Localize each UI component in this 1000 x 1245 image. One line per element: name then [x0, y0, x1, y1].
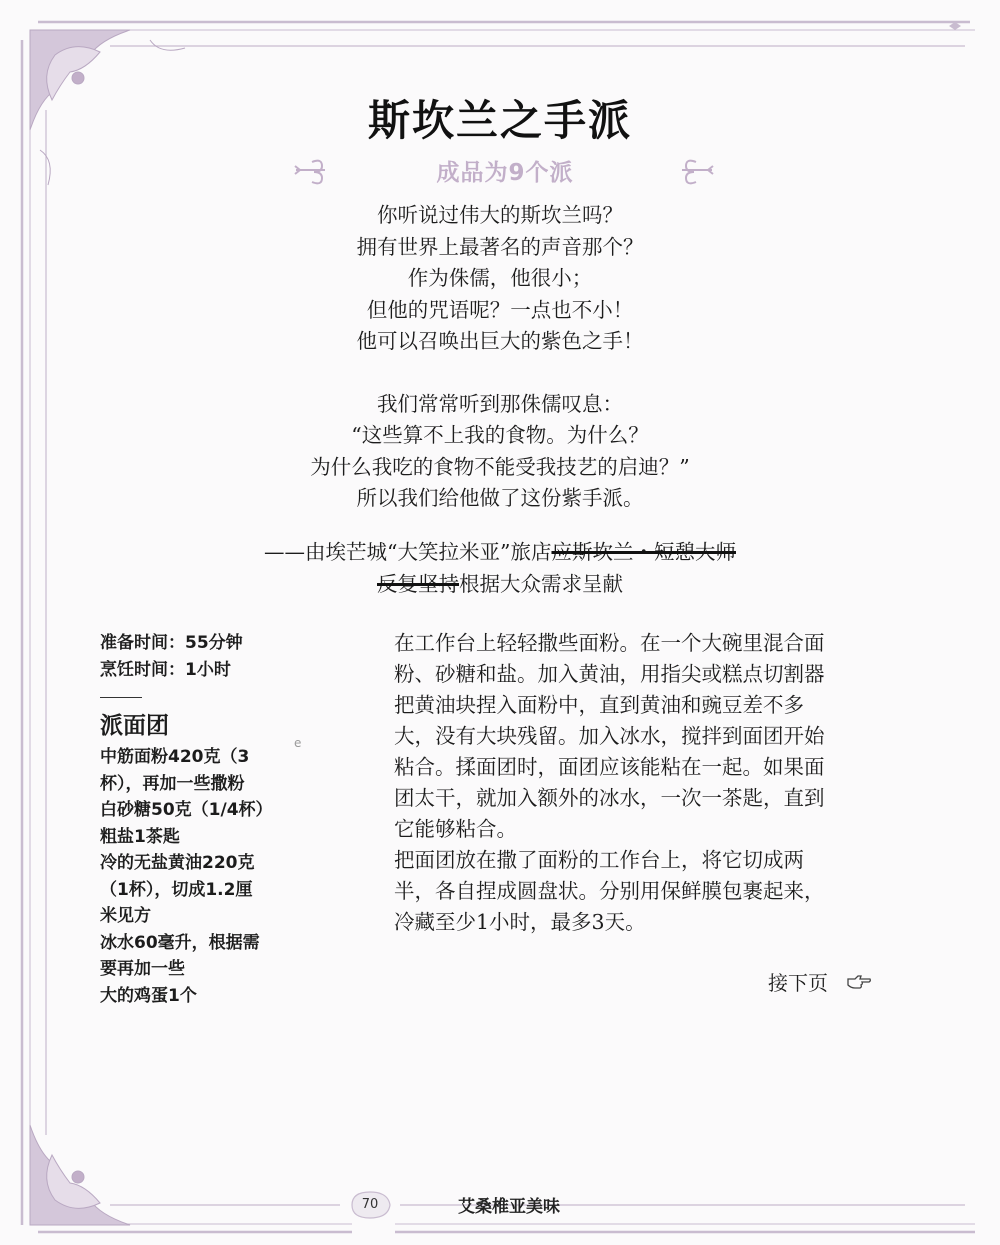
ingredient-line: 杯），再加一些撒粉 [100, 773, 245, 794]
instruction-line: 团太干，就加入额外的冰水，一次一茶匙，直到 [394, 786, 825, 810]
instruction-line: 它能够粘合。 [394, 817, 517, 841]
credit [0, 536, 1000, 600]
ingredient-line: 大的鸡蛋1个 [100, 985, 197, 1006]
poem-line: 为什么我吃的食物不能受我技艺的启迪？” [310, 454, 690, 479]
poem-line: 所以我们给他做了这份紫手派。 [356, 486, 644, 510]
credit-prefix: ——由埃芒城“大笑拉米亚”旅店 [264, 540, 552, 564]
next-page-link[interactable] [768, 967, 872, 996]
ingredient-line: 粗盐1茶匙 [100, 826, 180, 847]
instruction-line: 把面团放在撒了面粉的工作台上，将它切成两 [394, 848, 804, 872]
ingredient-line: 冰水60毫升，根据需 [100, 932, 260, 953]
poem [0, 200, 1000, 546]
ingredient-line: 冷的无盐黄油220克 [100, 853, 255, 873]
divider [100, 697, 142, 698]
ingredients-column [100, 630, 315, 1009]
poem-line: 他可以召唤出巨大的紫色之手！ [356, 329, 644, 353]
poem-stanza-2 [0, 389, 1000, 515]
pointing-hand-icon [846, 973, 872, 991]
stray-mark: e [294, 736, 302, 750]
poem-line: 拥有世界上最著名的声音那个？ [356, 234, 644, 259]
corner-ornament-bottom [30, 1125, 130, 1225]
page-number: 70 [361, 1197, 379, 1212]
credit-struck-text: 反复坚持 [377, 572, 459, 596]
poem-stanza-1 [0, 200, 1000, 358]
ingredient-line: 白砂糖50克（1/4杯） [100, 800, 273, 820]
credit-line-2 [0, 568, 1000, 600]
poem-line: “这些算不上我的食物。为什么？ [351, 423, 649, 447]
poem-line: 作为侏儒，他很小； [407, 266, 593, 290]
credit-suffix: 根据大众需求呈献 [459, 572, 623, 596]
next-page-label: 接下页 [768, 971, 828, 995]
poem-line: 但他的咒语呢？一点也不小！ [366, 297, 634, 322]
ingredient-line: 中筋面粉420克（3 [100, 747, 250, 767]
instruction-line: 在工作台上轻轻撒些面粉。在一个大碗里混合面 [394, 631, 825, 655]
ingredient-line: （1杯），切成1.2厘 [100, 879, 253, 900]
cook-time: 烹饪时间：1小时 [100, 659, 231, 680]
ingredient-line: 要再加一些 [100, 959, 185, 979]
prep-time: 准备时间：55分钟 [100, 633, 243, 653]
instruction-line: 粉、砂糖和盐。加入黄油，用指尖或糕点切割器 [394, 662, 825, 686]
instruction-line: 半，各自捏成圆盘状。分别用保鲜膜包裹起来， [394, 879, 825, 903]
recipe-title: 斯坎兰之手派 [367, 96, 632, 145]
ingredient-line: 米见方 [100, 906, 151, 926]
poem-line: 你听说过伟大的斯坎兰吗？ [377, 203, 623, 227]
book-title: 艾桑椎亚美味 [458, 1197, 560, 1217]
subtitle-row [290, 150, 720, 190]
instruction-line: 大，没有大块残留。加入冰水，搅拌到面团开始 [394, 724, 825, 748]
ingredients-heading: 派面团 [100, 713, 169, 739]
instruction-line: 冷藏至少1小时，最多3天。 [394, 910, 646, 934]
credit-struck-text: 应斯坎兰・短憩大师 [551, 540, 736, 564]
instruction-line: 把黄油块捏入面粉中，直到黄油和豌豆差不多 [394, 693, 804, 717]
instructions [394, 628, 899, 938]
credit-line-1 [0, 536, 1000, 568]
instruction-line: 粘合。揉面团时，面团应该能粘在一起。如果面 [394, 755, 825, 779]
recipe-yield: 成品为9个派 [436, 160, 574, 186]
poem-line: 我们常常听到那侏儒叹息： [377, 391, 623, 416]
